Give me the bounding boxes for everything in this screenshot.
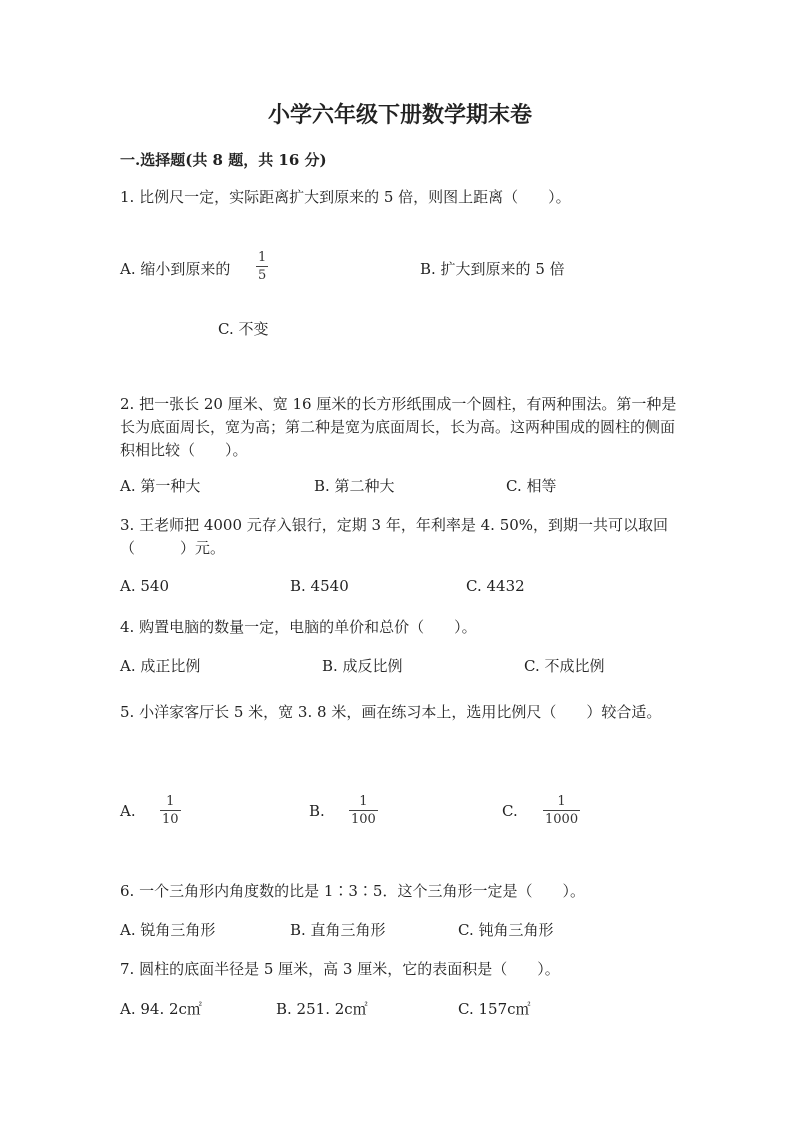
question-7-option-b: B. 251. 2c㎡ (276, 1000, 368, 1018)
question-7-option-a: A. 94. 2c㎡ (120, 1000, 202, 1018)
fraction-bar (349, 810, 378, 811)
fraction-bar (160, 810, 181, 811)
fraction-numerator: 1 (258, 250, 267, 265)
fraction-bar (543, 810, 580, 811)
question-4-option-c: C. 不成比例 (524, 657, 605, 675)
question-7-option-c: C. 157c㎡ (458, 1000, 531, 1018)
fraction-numerator: 1 (557, 794, 566, 809)
question-6-option-a: A. 锐角三角形 (120, 921, 216, 939)
question-5-option-b: B. (309, 802, 325, 820)
page-title: 小学六年级下册数学期末卷 (267, 102, 532, 128)
question-6-text: 6. 一个三角形内角度数的比是 1∶3∶5．这个三角形一定是（ ）。 (120, 882, 585, 900)
question-5-option-c: C. (502, 802, 518, 820)
section-heading: 一.选择题(共 8 题，共 16 分) (120, 151, 327, 169)
question-5-option-c-fraction (543, 794, 580, 827)
question-1-option-a: A. 缩小到原来的 (120, 260, 231, 278)
question-4-option-b: B. 成反比例 (322, 657, 403, 675)
question-1-option-b: B. 扩大到原来的 5 倍 (420, 260, 565, 278)
fraction-bar (256, 266, 268, 267)
fraction-numerator: 1 (359, 794, 368, 809)
question-6-option-c: C. 钝角三角形 (458, 921, 554, 939)
question-2-option-c: C. 相等 (506, 477, 557, 495)
question-1-option-a-fraction (256, 250, 268, 283)
question-5-option-b-fraction (349, 794, 378, 827)
fraction-denominator: 10 (162, 812, 179, 827)
question-6-option-b: B. 直角三角形 (290, 921, 386, 939)
fraction-denominator: 5 (258, 268, 267, 283)
question-1-option-c: C. 不变 (218, 320, 269, 338)
question-3-option-c: C. 4432 (466, 577, 525, 595)
question-5-option-a: A. (120, 802, 136, 820)
question-3-option-a: A. 540 (120, 577, 169, 595)
question-7-text: 7. 圆柱的底面半径是 5 厘米，高 3 厘米，它的表面积是（ ）。 (120, 960, 560, 978)
question-5-option-a-fraction (160, 794, 181, 827)
question-1-text: 1. 比例尺一定，实际距离扩大到原来的 5 倍，则图上距离（ ）。 (120, 188, 571, 206)
question-2-option-a: A. 第一种大 (120, 477, 201, 495)
question-4-text: 4. 购置电脑的数量一定，电脑的单价和总价（ ）。 (120, 618, 477, 636)
question-2-text: 2. 把一张长 20 厘米、宽 16 厘米的长方形纸围成一个圆柱，有两种围法。第一种是长为底面周长，宽为高；第二种是宽为底面周长，长为高。这两种围成的圆柱的侧面积相比较（ ）。 (120, 395, 677, 459)
question-3-text: 3. 王老师把 4000 元存入银行，定期 3 年，年利率是 4. 50%，到期一共可以取回（ ）元。 (120, 516, 669, 557)
fraction-denominator: 1000 (545, 812, 579, 827)
question-4-option-a: A. 成正比例 (120, 657, 201, 675)
fraction-numerator: 1 (166, 794, 175, 809)
fraction-denominator: 100 (351, 812, 376, 827)
question-2-option-b: B. 第二种大 (314, 477, 395, 495)
question-3-option-b: B. 4540 (290, 577, 349, 595)
question-5-text: 5. 小洋家客厅长 5 米，宽 3. 8 米，画在练习本上，选用比例尺（ ）较合适。 (120, 703, 662, 721)
